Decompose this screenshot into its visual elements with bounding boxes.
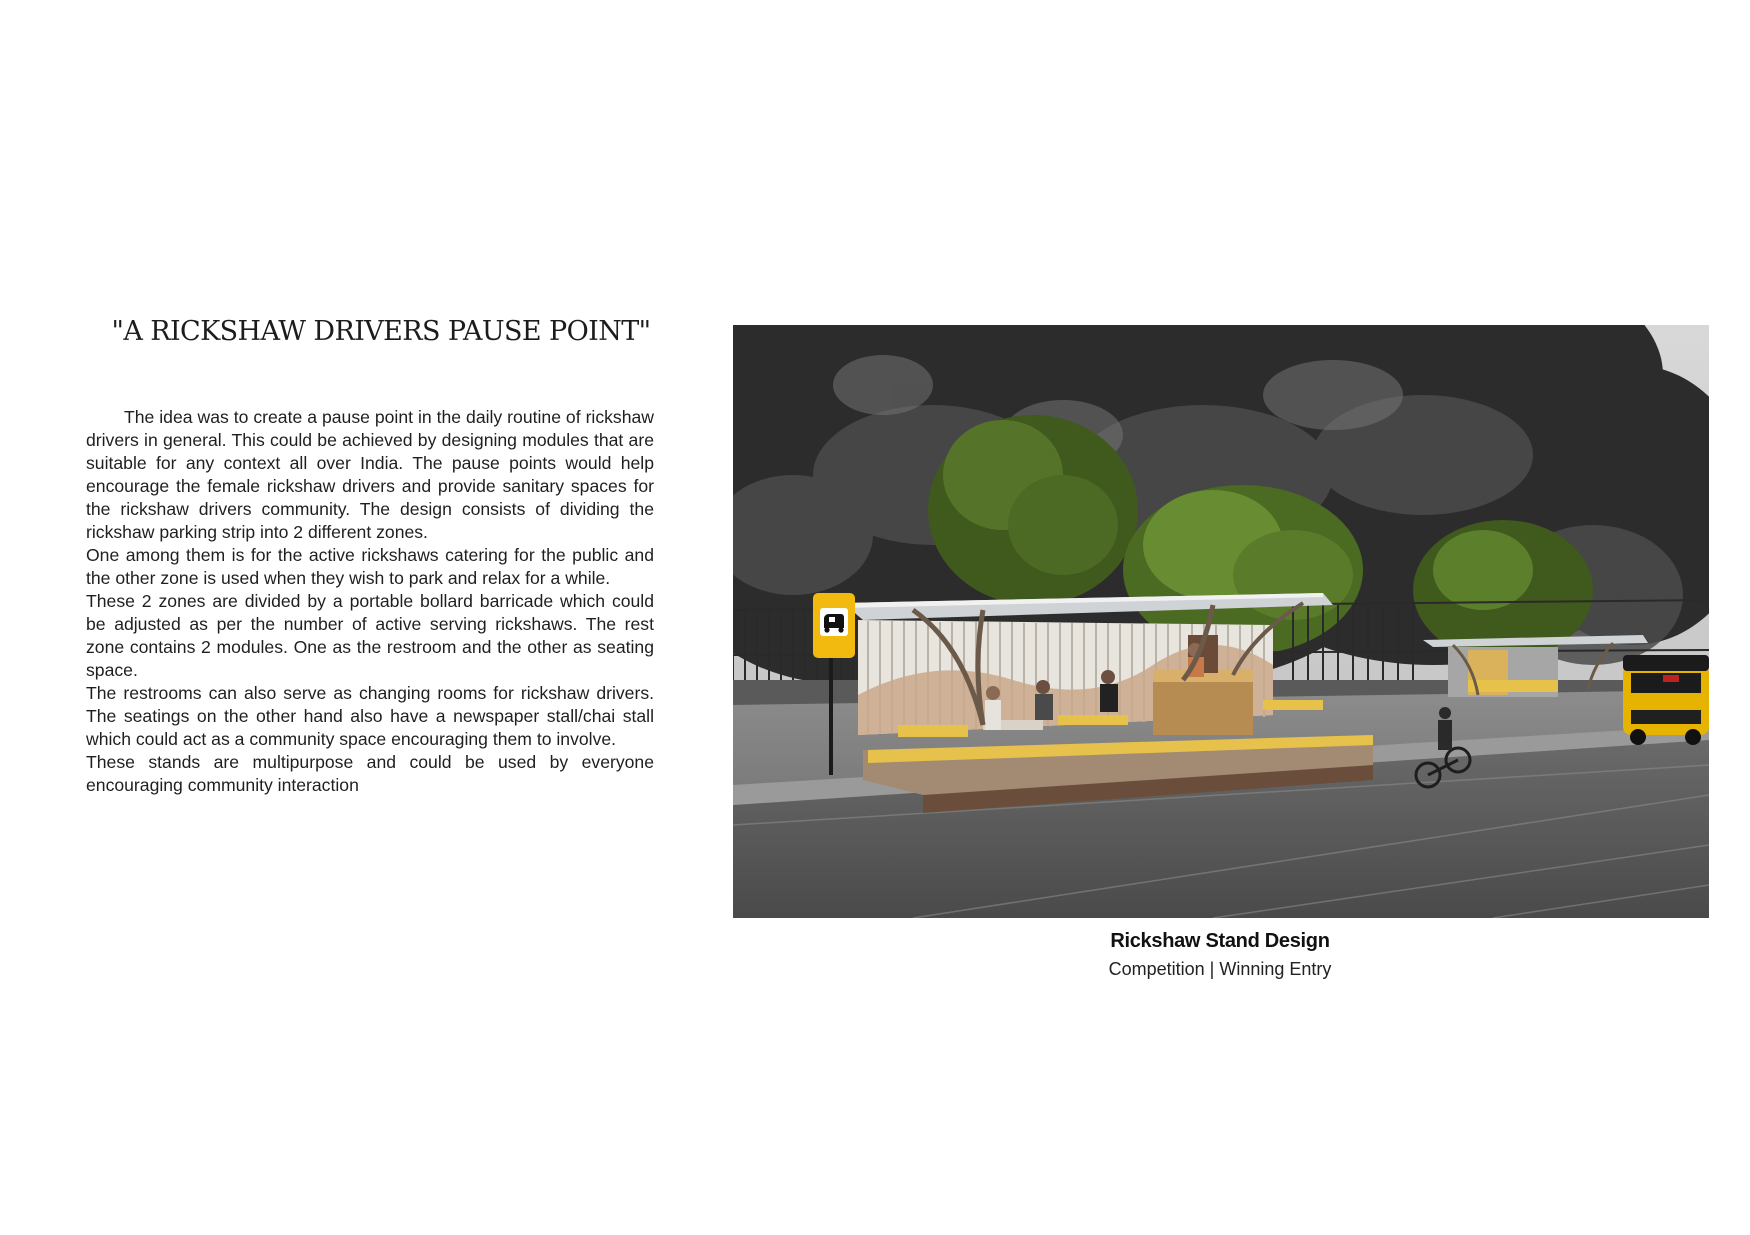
page-title: "A RICKSHAW DRIVERS PAUSE POINT" — [111, 316, 651, 347]
rickshaw-stand-rendering — [733, 325, 1709, 918]
auto-rickshaw — [1623, 655, 1709, 745]
description-paragraph: These stands are multipurpose and could be used by everyone encouraging community interaction — [86, 752, 654, 795]
image-caption — [1020, 930, 1420, 980]
description-paragraph: The restrooms can also serve as changing rooms for rickshaw drivers. The seatings on the other hand also have a newspaper stall/chai stall which could act as a community space encouraging them to involve. — [86, 683, 654, 749]
caption-subtitle: Competition | Winning Entry — [1108, 959, 1332, 979]
description-paragraph: The idea was to create a pause point in the daily routine of rickshaw drivers in general. This could be achieved by designing modules that are suitable for any context all over India. The pause points would help encourage the female rickshaw drivers and provide sanitary spaces for the rickshaw drivers community. The design consists of dividing the rickshaw parking strip into 2 different zones. — [86, 407, 654, 542]
project-description — [86, 406, 654, 797]
caption-title: Rickshaw Stand Design — [1110, 930, 1330, 952]
description-paragraph: These 2 zones are divided by a portable bollard barricade which could be adjusted as per the number of active serving rickshaws. The rest zone contains 2 modules. One as the restroom and the other as seating space. — [86, 591, 654, 680]
description-paragraph: One among them is for the active rickshaws catering for the public and the other zone is used when they wish to park and relax for a while. — [86, 545, 654, 588]
green-tree — [928, 415, 1138, 605]
